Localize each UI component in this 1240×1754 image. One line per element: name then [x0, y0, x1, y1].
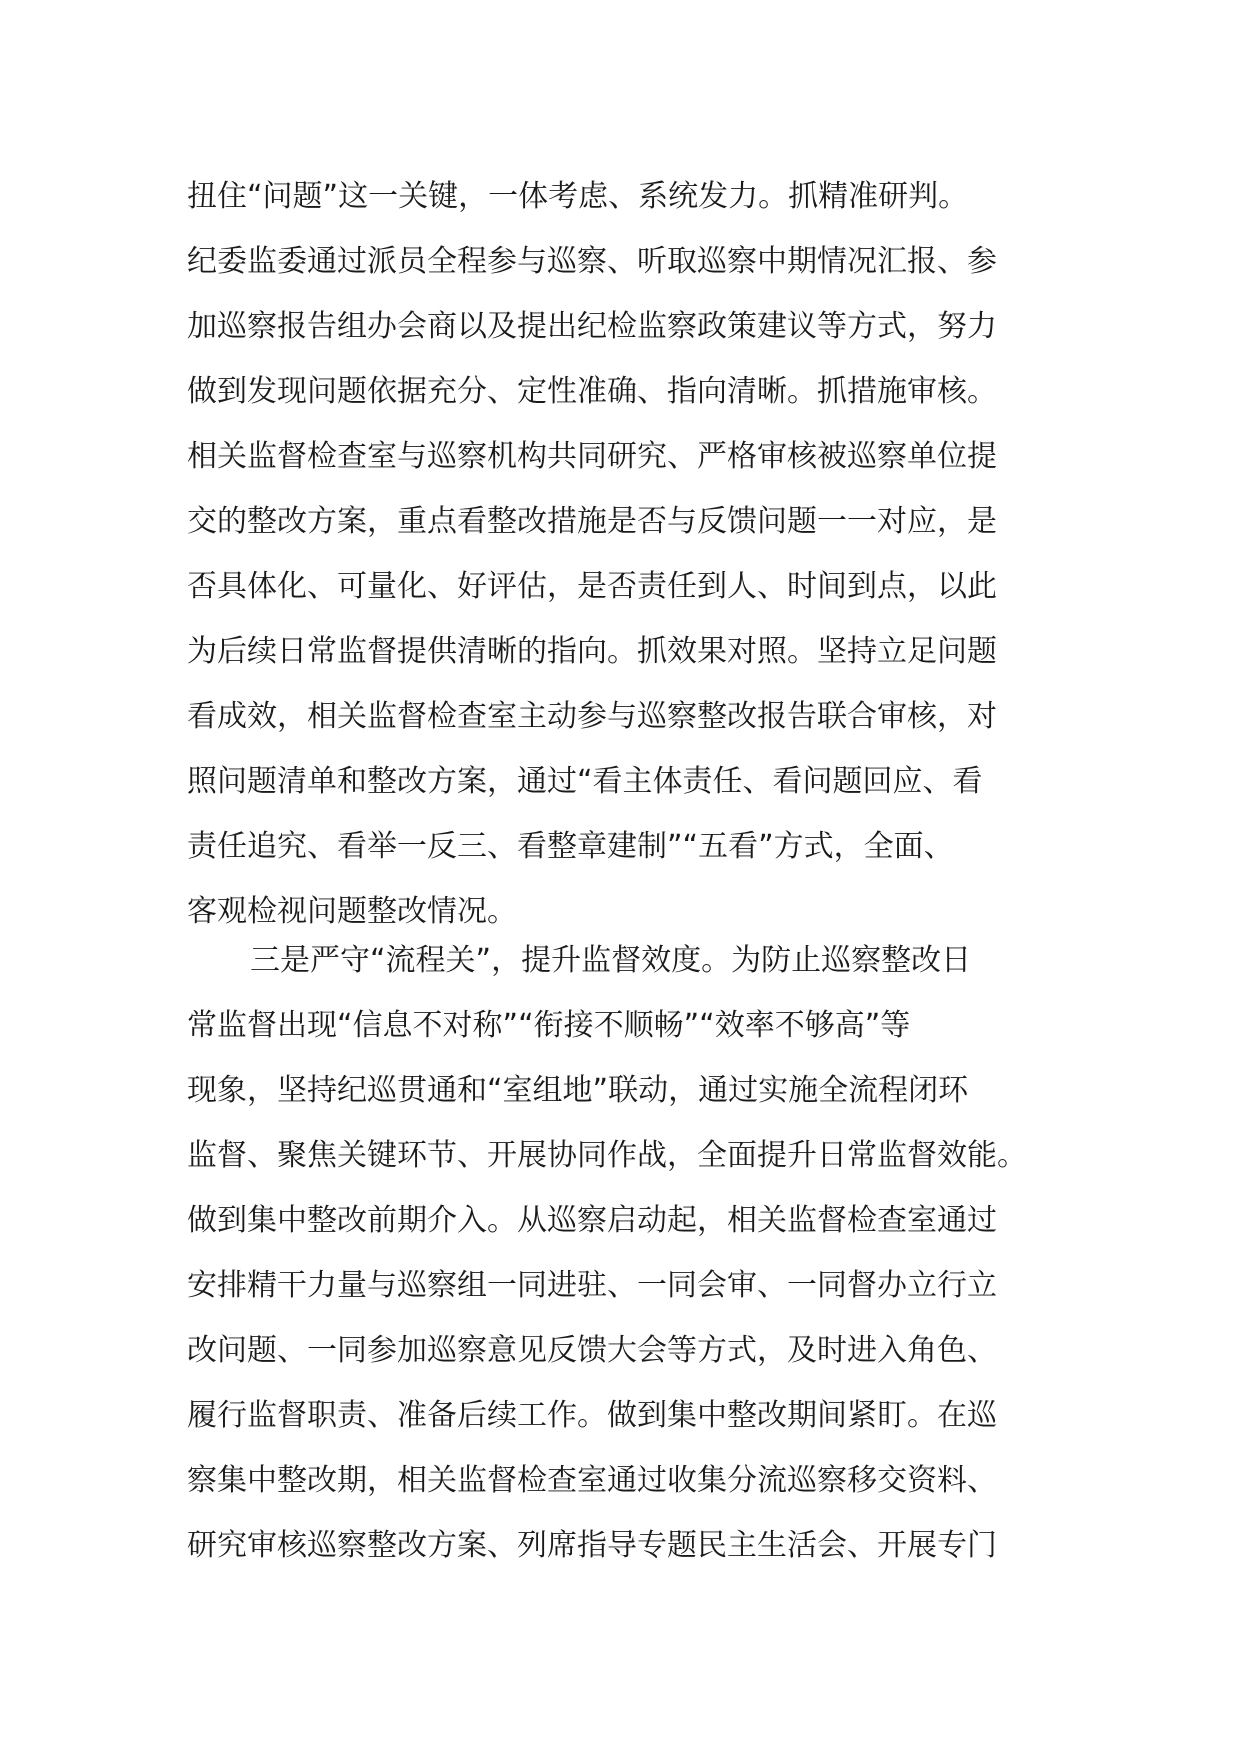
- text-line: 客观检视问题整改情况。: [187, 894, 517, 929]
- text-line: 安排精干力量与巡察组一同进驻、一同会审、一同督办立行立: [187, 1268, 997, 1303]
- text-line: 照问题清单和整改方案，通过“看主体责任、看问题回应、看: [187, 764, 983, 799]
- text-line: 常监督出现“信息不对称”“衔接不顺畅”“效率不够高”等: [187, 1008, 911, 1043]
- text-line: 否具体化、可量化、好评估，是否责任到人、时间到点，以此: [187, 569, 997, 604]
- text-line: 察集中整改期，相关监督检查室通过收集分流巡察移交资料、: [187, 1463, 997, 1498]
- text-line: 责任追究、看举一反三、看整章建制”“五看”方式，全面、: [187, 829, 954, 864]
- text-line: 扭住“问题”这一关键，一体考虑、系统发力。抓精准研判。: [187, 179, 969, 214]
- text-line: 加巡察报告组办会商以及提出纪检监察政策建议等方式，努力: [187, 309, 997, 344]
- text-line: 研究审核巡察整改方案、列席指导专题民主生活会、开展专门: [187, 1528, 997, 1563]
- paragraph-1: [187, 164, 1067, 944]
- text-line: 监督、聚焦关键环节、开展协同作战，全面提升日常监督效能。: [187, 1138, 1027, 1173]
- paragraph-2: [187, 928, 1067, 1578]
- text-line: 现象，坚持纪巡贯通和“室组地”联动，通过实施全流程闭环: [187, 1073, 969, 1108]
- text-line: 看成效，相关监督检查室主动参与巡察整改报告联合审核，对: [187, 699, 997, 734]
- text-line: 三是严守“流程关”，提升监督效度。为防止巡察整改日: [250, 943, 972, 978]
- text-line: 履行监督职责、准备后续工作。做到集中整改期间紧盯。在巡: [187, 1398, 997, 1433]
- text-line: 做到集中整改前期介入。从巡察启动起，相关监督检查室通过: [187, 1203, 997, 1238]
- text-line: 交的整改方案，重点看整改措施是否与反馈问题一一对应，是: [187, 504, 997, 539]
- text-line: 为后续日常监督提供清晰的指向。抓效果对照。坚持立足问题: [187, 634, 997, 669]
- text-line: 相关监督检查室与巡察机构共同研究、严格审核被巡察单位提: [187, 439, 997, 474]
- text-line: 做到发现问题依据充分、定性准确、指向清晰。抓措施审核。: [187, 374, 997, 409]
- text-line: 纪委监委通过派员全程参与巡察、听取巡察中期情况汇报、参: [187, 244, 997, 279]
- text-line: 改问题、一同参加巡察意见反馈大会等方式，及时进入角色、: [187, 1333, 997, 1368]
